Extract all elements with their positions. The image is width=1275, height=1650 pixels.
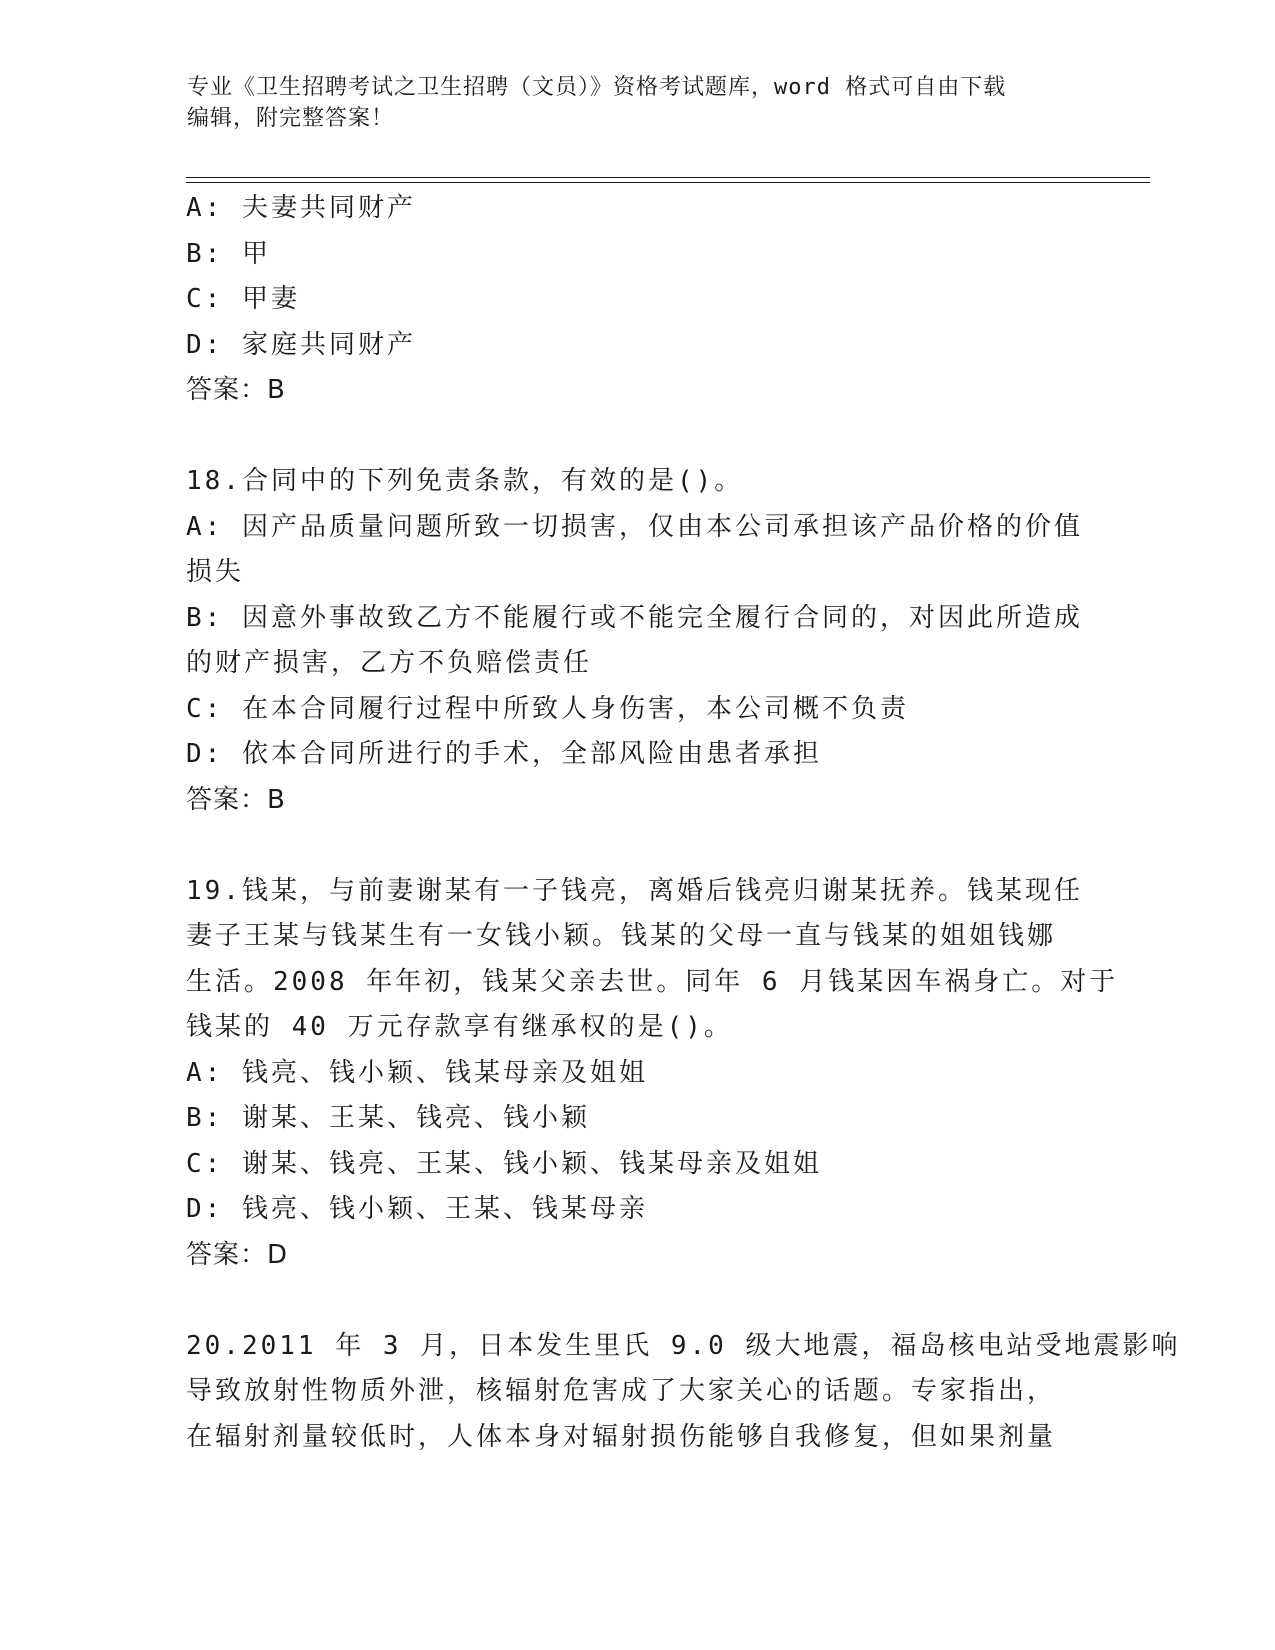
option-b: B: 甲 <box>186 238 271 269</box>
answer-line: 答案：B <box>186 784 286 815</box>
question-stem-line: 钱某的 40 万元存款享有继承权的是()。 <box>186 1012 733 1042</box>
option-b: B: 谢某、王某、钱亮、钱小颖 <box>186 1103 590 1133</box>
question-stem-line: 19.钱某，与前妻谢某有一子钱亮，离婚后钱亮归谢某抚养。钱某现任 <box>186 875 1083 906</box>
question-stem-line: 导致放射性物质外泄，核辐射危害成了大家关心的话题。专家指出， <box>186 1376 1057 1406</box>
option-b: B: 因意外事故致乙方不能履行或不能完全履行合同的，对因此所造成 <box>186 602 1083 633</box>
option-d: D: 家庭共同财产 <box>186 329 416 360</box>
document-body <box>186 186 1181 1460</box>
option-c: C: 在本合同履行过程中所致人身伤害，本公司概不负责 <box>186 693 909 724</box>
option-a: A: 夫妻共同财产 <box>186 193 416 223</box>
question-stem-line: 妻子王某与钱某生有一女钱小颖。钱某的父母一直与钱某的姐姐钱娜 <box>186 921 1057 951</box>
question-20 <box>186 1324 1181 1461</box>
question-17 <box>186 186 1086 414</box>
question-18 <box>186 459 1086 823</box>
header-divider-top <box>186 177 1150 178</box>
option-a: A: 钱亮、钱小颖、钱某母亲及姐姐 <box>186 1057 648 1088</box>
option-c: C: 谢某、钱亮、王某、钱小颖、钱某母亲及姐姐 <box>186 1148 822 1179</box>
header-line-2: 编辑，附完整答案！ <box>187 106 395 131</box>
question-stem-line: 在辐射剂量较低时，人体本身对辐射损伤能够自我修复，但如果剂量 <box>186 1421 1057 1452</box>
option-c: C: 甲妻 <box>186 284 300 314</box>
option-b-continued: 的财产损害，乙方不负赔偿责任 <box>186 648 593 678</box>
question-stem-line: 20.2011 年 3 月，日本发生里氏 9.0 级大地震，福岛核电站受地震影响 <box>186 1330 1181 1361</box>
spacer <box>186 414 1086 460</box>
document-header <box>187 72 1067 134</box>
spacer <box>186 823 1086 869</box>
question-stem: 18.合同中的下列免责条款，有效的是()。 <box>186 466 744 496</box>
question-19 <box>186 869 1119 1279</box>
answer-line: 答案：D <box>186 1239 289 1270</box>
option-a-continued: 损失 <box>186 557 245 587</box>
question-stem-line: 生活。2008 年年初，钱某父亲去世。同年 6 月钱某因车祸身亡。对于 <box>186 966 1119 997</box>
header-line-1: 专业《卫生招聘考试之卫生招聘（文员）》资格考试题库，word 格式可自由下载 <box>187 75 1007 100</box>
spacer <box>186 1278 1086 1324</box>
header-divider-bottom <box>186 182 1150 183</box>
option-a: A: 因产品质量问题所致一切损害，仅由本公司承担该产品价格的价值 <box>186 511 1083 542</box>
option-d: D: 钱亮、钱小颖、王某、钱某母亲 <box>186 1194 648 1224</box>
answer-line: 答案：B <box>186 375 286 405</box>
option-d: D: 依本合同所进行的手术，全部风险由患者承担 <box>186 739 822 769</box>
